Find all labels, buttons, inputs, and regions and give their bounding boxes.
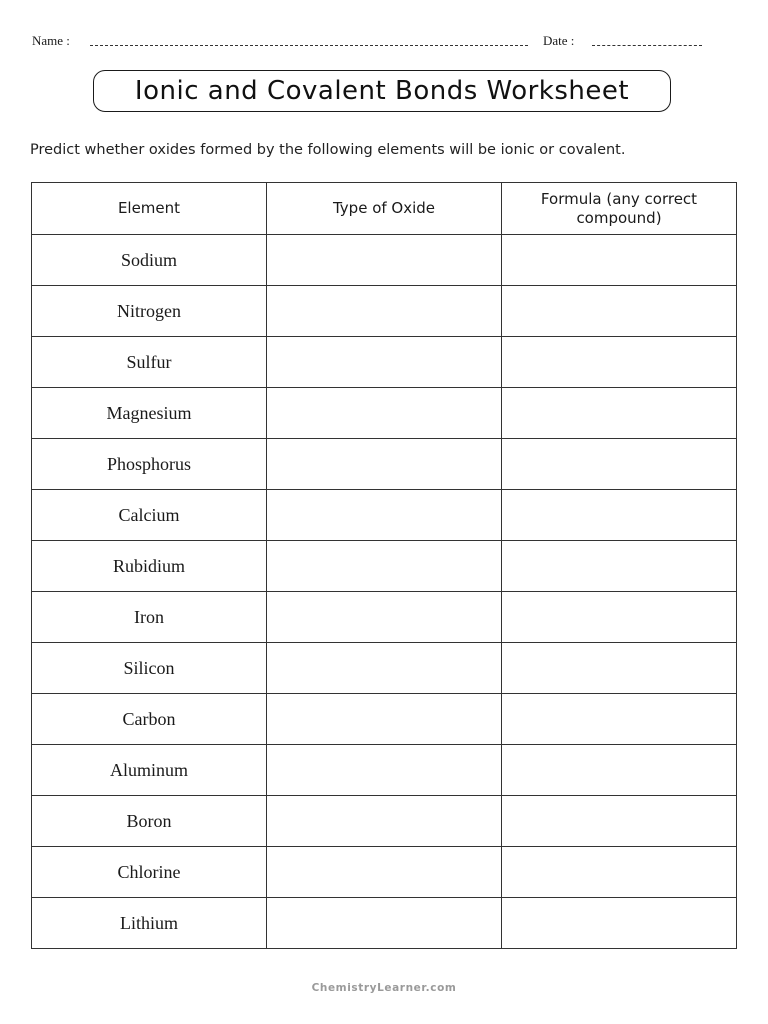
type-of-oxide-cell[interactable]	[267, 847, 502, 898]
element-cell: Calcium	[32, 490, 267, 541]
table-row	[32, 286, 737, 337]
type-of-oxide-cell[interactable]	[267, 694, 502, 745]
table-row	[32, 694, 737, 745]
type-of-oxide-cell[interactable]	[267, 592, 502, 643]
title-box	[93, 70, 671, 112]
formula-cell[interactable]	[502, 592, 737, 643]
table-row	[32, 796, 737, 847]
name-label: Name :	[32, 33, 70, 48]
table-row	[32, 235, 737, 286]
formula-cell[interactable]	[502, 694, 737, 745]
table-row	[32, 745, 737, 796]
element-cell: Lithium	[32, 898, 267, 949]
table-row	[32, 898, 737, 949]
type-of-oxide-cell[interactable]	[267, 490, 502, 541]
formula-cell[interactable]	[502, 388, 737, 439]
date-label: Date :	[543, 33, 575, 48]
worksheet-table	[31, 182, 737, 949]
table-row	[32, 541, 737, 592]
column-header-formula-text: Formula (any correct compound)	[540, 189, 698, 227]
column-header-type-of-oxide: Type of Oxide	[267, 183, 502, 235]
element-cell: Nitrogen	[32, 286, 267, 337]
formula-cell[interactable]	[502, 337, 737, 388]
type-of-oxide-cell[interactable]	[267, 439, 502, 490]
element-cell: Aluminum	[32, 745, 267, 796]
table-row	[32, 388, 737, 439]
table-row	[32, 643, 737, 694]
column-header-element: Element	[32, 183, 267, 235]
type-of-oxide-cell[interactable]	[267, 235, 502, 286]
type-of-oxide-cell[interactable]	[267, 643, 502, 694]
table-row	[32, 439, 737, 490]
formula-cell[interactable]	[502, 286, 737, 337]
table-row	[32, 337, 737, 388]
type-of-oxide-cell[interactable]	[267, 388, 502, 439]
element-cell: Rubidium	[32, 541, 267, 592]
element-cell: Sodium	[32, 235, 267, 286]
formula-cell[interactable]	[502, 745, 737, 796]
table-row	[32, 490, 737, 541]
type-of-oxide-cell[interactable]	[267, 337, 502, 388]
element-cell: Carbon	[32, 694, 267, 745]
type-of-oxide-cell[interactable]	[267, 745, 502, 796]
formula-cell[interactable]	[502, 643, 737, 694]
table-body	[32, 235, 737, 949]
formula-cell[interactable]	[502, 541, 737, 592]
type-of-oxide-cell[interactable]	[267, 898, 502, 949]
formula-cell[interactable]	[502, 847, 737, 898]
type-of-oxide-cell[interactable]	[267, 286, 502, 337]
element-cell: Chlorine	[32, 847, 267, 898]
formula-cell[interactable]	[502, 796, 737, 847]
header-row	[0, 33, 768, 53]
table-header-row	[32, 183, 737, 235]
element-cell: Phosphorus	[32, 439, 267, 490]
formula-cell[interactable]	[502, 490, 737, 541]
element-cell: Iron	[32, 592, 267, 643]
table-row	[32, 592, 737, 643]
column-header-formula	[502, 183, 737, 235]
formula-cell[interactable]	[502, 439, 737, 490]
formula-cell[interactable]	[502, 235, 737, 286]
element-cell: Sulfur	[32, 337, 267, 388]
formula-cell[interactable]	[502, 898, 737, 949]
type-of-oxide-cell[interactable]	[267, 541, 502, 592]
element-cell: Magnesium	[32, 388, 267, 439]
name-field[interactable]	[90, 45, 528, 46]
page-title: Ionic and Covalent Bonds Worksheet	[134, 76, 630, 106]
element-cell: Silicon	[32, 643, 267, 694]
element-cell: Boron	[32, 796, 267, 847]
instructions: Predict whether oxides formed by the following elements will be ionic or covalent.	[30, 142, 626, 158]
table-row	[32, 847, 737, 898]
date-field[interactable]	[592, 45, 702, 46]
type-of-oxide-cell[interactable]	[267, 796, 502, 847]
footer-brand: ChemistryLearner.com	[311, 982, 457, 994]
